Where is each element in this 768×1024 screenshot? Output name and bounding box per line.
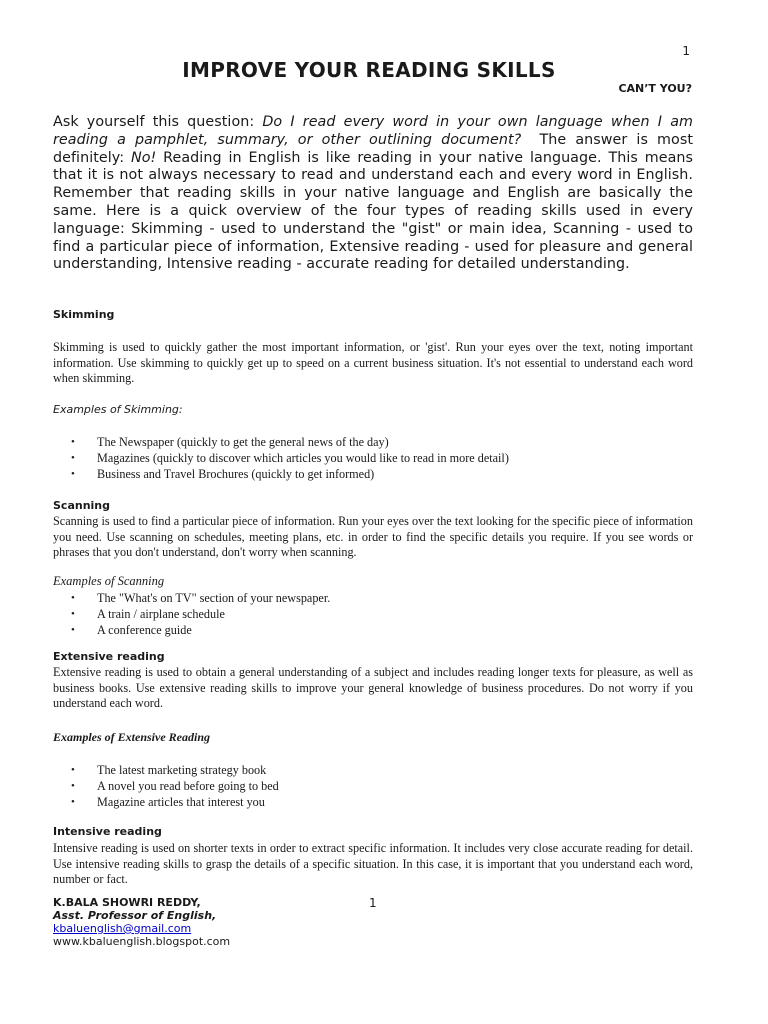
intro-question: Do I read every word in your own language when I am reading a pamphlet, summary, or other outlining document? (53, 114, 693, 148)
list-item: • Business and Travel Brochures (quickly to get informed) (71, 467, 375, 482)
bullet-icon: • (71, 468, 75, 481)
footer-author-role: Asst. Professor of English, (53, 909, 217, 922)
list-item: • The Newspaper (quickly to get the general news of the day) (71, 435, 389, 449)
list-item: • The latest marketing strategy book (71, 763, 267, 777)
intro-lead: Ask yourself this question: (53, 114, 263, 130)
intensive-heading: Intensive reading (53, 825, 162, 838)
document-subtitle: CAN’T YOU? (618, 82, 692, 95)
document-title: IMPROVE YOUR READING SKILLS (182, 58, 556, 82)
bullet-icon: • (71, 592, 75, 604)
extensive-examples-label: Examples of Extensive Reading (53, 730, 210, 744)
intro-answer-lead: The answer is most definitely: (53, 131, 698, 166)
bullet-icon: • (71, 764, 75, 776)
skimming-examples-label: Examples of Skimming: (53, 403, 183, 416)
bullet-icon: • (71, 780, 75, 793)
intro-answer: No! (130, 149, 157, 166)
footer-website: www.kbaluenglish.blogspot.com (53, 935, 231, 948)
extensive-heading: Extensive reading (53, 650, 165, 663)
bullet-icon: • (71, 624, 75, 637)
intro-rest: Reading in English is like reading in your native language. This means that it is not always necessary to read and understand each and every word in English. Remember that reading skills in your native language and English are basically the same. Here is a quick overview of the four types of reading skills used in every language: Skimming - used to understand the "gist" or main idea, Scanning - used to find a particular piece of information, Extensive reading - used for pleasure and general understanding, Intensive reading - accurate reading for detailed understanding. (53, 149, 693, 273)
bullet-icon: • (71, 608, 75, 621)
list-item: • A conference guide (71, 623, 192, 638)
list-item: • A train / airplane schedule (71, 607, 225, 622)
scanning-examples-list (53, 590, 330, 639)
intensive-body: Intensive reading is used on shorter texts in order to extract specific information. It includes very close accurate reading for detail. Use intensive reading skills to grasp the details of a specific situation. In this case, it is important that you understand each word, number or fact. (53, 841, 693, 887)
skimming-examples-list (53, 434, 509, 483)
scanning-heading: Scanning (53, 499, 111, 512)
footer-page-number: 1 (369, 896, 377, 910)
list-item: • Magazines (quickly to discover which articles you would like to read in more detail) (71, 451, 509, 466)
footer-author-name: K.BALA SHOWRI REDDY, (53, 896, 201, 909)
skimming-heading: Skimming (53, 308, 115, 321)
skimming-body: Skimming is used to quickly gather the most important information, or 'gist'. Run your eyes over the text, noting important information. Use skimming to quickly get up to speed on a current business situation. It's not essential to understand each word when skimming. (53, 340, 693, 386)
list-item: • Magazine articles that interest you (71, 795, 265, 810)
scanning-body: Scanning is used to find a particular piece of information. Run your eyes over the text looking for the specific piece of information you need. Use scanning on schedules, meeting plans, etc. in order to find the specific details you require. If you see words or phrases that you don't understand, don't worry when scanning. (53, 514, 693, 560)
extensive-body: Extensive reading is used to obtain a general understanding of a subject and includes reading longer texts for pleasure, as well as business books. Use extensive reading skills to improve your general knowledge of business procedures. Do not worry if you understand each word. (53, 665, 693, 711)
bullet-icon: • (71, 436, 75, 448)
bullet-icon: • (71, 796, 75, 809)
extensive-examples-list (53, 762, 279, 811)
scanning-examples-label: Examples of Scanning (53, 574, 165, 588)
list-item: • A novel you read before going to bed (71, 779, 279, 794)
page-number-top: 1 (682, 44, 690, 58)
list-item: • The "What's on TV" section of your newspaper. (71, 591, 331, 605)
intro-paragraph (53, 114, 698, 274)
bullet-icon: • (71, 452, 75, 465)
footer-email-link[interactable]: kbaluenglish@gmail.com (53, 922, 192, 935)
